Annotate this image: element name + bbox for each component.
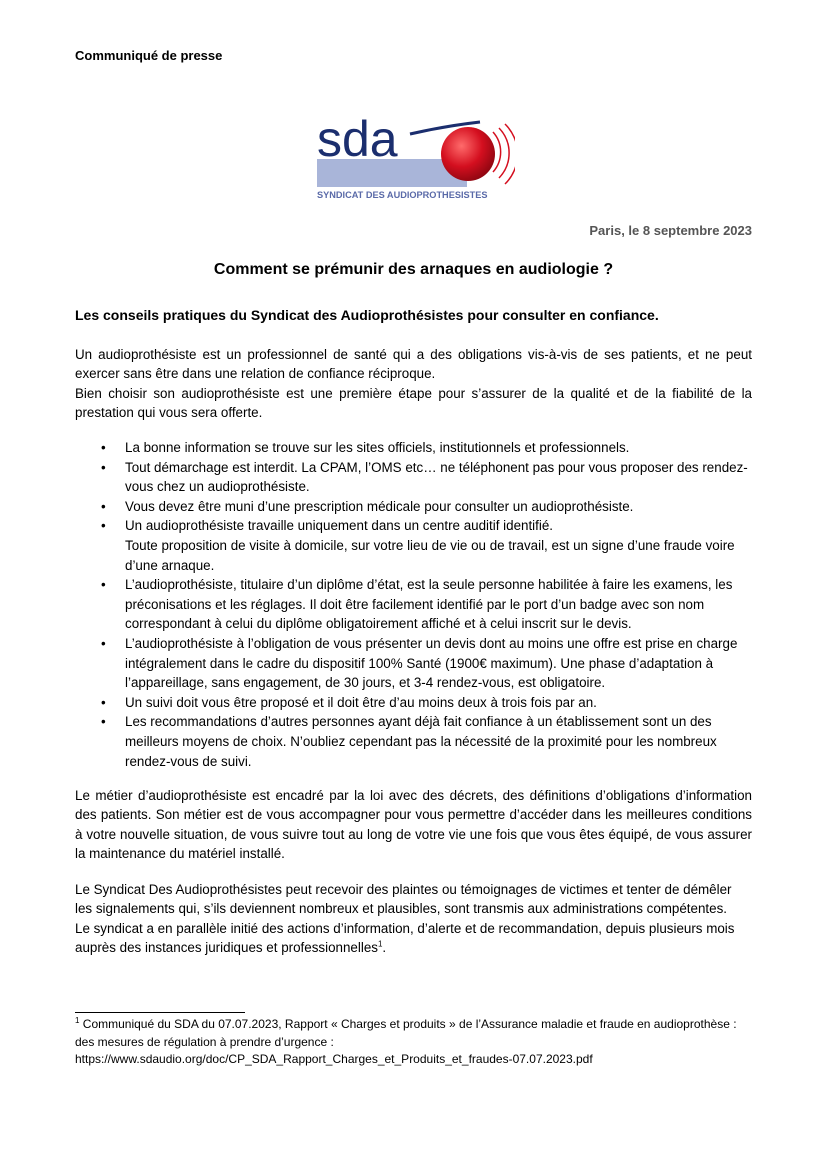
intro-paragraph-1: Un audioprothésiste est un professionnel de santé qui a des obligations vis-à-vis de ses patients, et ne peut exercer sans être dans une relation de confiance réciproque.: [75, 347, 752, 382]
bullet-icon: •: [101, 577, 106, 593]
syndicate-paragraph-2: Le syndicat a en parallèle initié des actions d’information, d’alerte et de recommandation, depuis plusieurs mois auprès des instances juridiques et professionnelles$^1$.: [75, 920, 735, 956]
list-item: • Les recommandations d’autres personnes ayant déjà fait confiance à un établissement sont un des meilleurs moyens de choix. N’oubliez cependant pas la nécessité de la proximité pour les nombreux rendez-vous de suivi.: [101, 714, 717, 769]
footnote-text: Communiqué du SDA du 07.07.2023, Rapport « Charges et produits » de l’Assurance maladie et fraude en audioprothèse : des mesures de régulation à prendre d’urgence :: [75, 1017, 737, 1049]
bullet-icon: •: [101, 518, 106, 534]
intro-paragraph-2: Bien choisir son audioprothésiste est une première étape pour s’assurer de la qualité et de la fiabilité de la prestation qui vous sera offerte.: [75, 385, 752, 421]
syndicate-paragraph-1: Le Syndicat Des Audioprothésistes peut recevoir des plaintes ou témoignages de victimes et tenter de démêler les signalements qui, s’ils deviennent nombreux et plausibles, sont transmis aux administrations compétentes.: [75, 882, 732, 917]
footnote-divider: [75, 1012, 245, 1013]
list-item: • L’audioprothésiste à l’obligation de vous présenter un devis dont au moins une offre est prise en charge intégralement dans le cadre du dispositif 100% Santé (1900€ maximum). Une phase d’adaptation à l’appareillage, sans engagement, de 30 jours, et 3-4 rendez-vous, est obligatoire.: [101, 635, 738, 691]
bullet-icon: •: [101, 694, 106, 710]
syndicate-section: [75, 880, 752, 958]
list-item-extra: Toute proposition de visite à domicile, sur votre lieu de vie ou de travail, est un signe d’une fraude voire d’une arnaque.: [125, 537, 735, 573]
logo-tagline: SYNDICAT DES AUDIOPROTHESISTES: [317, 190, 488, 200]
list-item: • La bonne information se trouve sur les sites officiels, institutionnels et professionnels.: [75, 438, 752, 458]
list-item: • Tout démarchage est interdit. La CPAM, l’OMS etc… ne téléphonent pas pour vous proposer des rendez-vous chez un audioprothésiste.: [101, 459, 748, 495]
page-title: Comment se prémunir des arnaques en audiologie ?: [213, 261, 614, 278]
advice-list: [75, 438, 752, 771]
bullet-icon: •: [101, 635, 106, 651]
page-subtitle: Les conseils pratiques du Syndicat des Audioprothésistes pour consulter en confiance.: [75, 307, 659, 323]
list-item: • Un suivi doit vous être proposé et il doit être d’au moins deux à trois fois par an.: [75, 693, 752, 713]
footnote-reference[interactable]: 1: [377, 939, 383, 949]
bullet-icon: •: [101, 459, 106, 475]
bullet-icon: •: [101, 498, 106, 514]
list-item: • L’audioprothésiste, titulaire d’un diplôme d’état, est la seule personne habilitée à faire les examens, les préconisations et les réglages. Il doit être facilement identifié par le port d’un badge avec son nom correspondant à celui du diplôme obligatoirement affiché et à celui inscrit sur le devis.: [101, 577, 733, 632]
bullet-icon: •: [101, 440, 106, 455]
profession-paragraph: Le métier d’audioprothésiste est encadré par la loi avec des décrets, des définitions d’obligations d’information des patients. Son métier est de vous accompagner pour vous permettre d’accéder dans les meilleures conditions à votre nouvelle situation, de vous suivre tout au long de votre vie une fois que vous êtes équipé, de vous assurer la maintenance du matériel installé.: [75, 788, 752, 862]
footnote-url[interactable]: https://www.sdaudio.org/doc/CP_SDA_Rapport_Charges_et_Produits_et_fraudes-07.07.2023.pdf: [75, 1052, 593, 1066]
footnote: [75, 1016, 752, 1069]
intro-section: [75, 345, 752, 423]
press-release-date: Paris, le 8 septembre 2023: [589, 223, 752, 238]
list-item: • Un audioprothésiste travaille uniquement dans un centre auditif identifié. Toute proposition de visite à domicile, sur votre lieu de vie ou de travail, est un signe d’une fraude voire d’une arnaque.: [101, 518, 735, 573]
logo-letters: sda: [317, 111, 398, 167]
bullet-icon: •: [101, 714, 106, 730]
footnote-number: 1: [75, 1016, 80, 1025]
list-item: • Vous devez être muni d’une prescription médicale pour consulter un audioprothésiste.: [75, 497, 752, 517]
document-type-label: Communiqué de presse: [75, 48, 223, 63]
sda-logo: [315, 104, 515, 204]
